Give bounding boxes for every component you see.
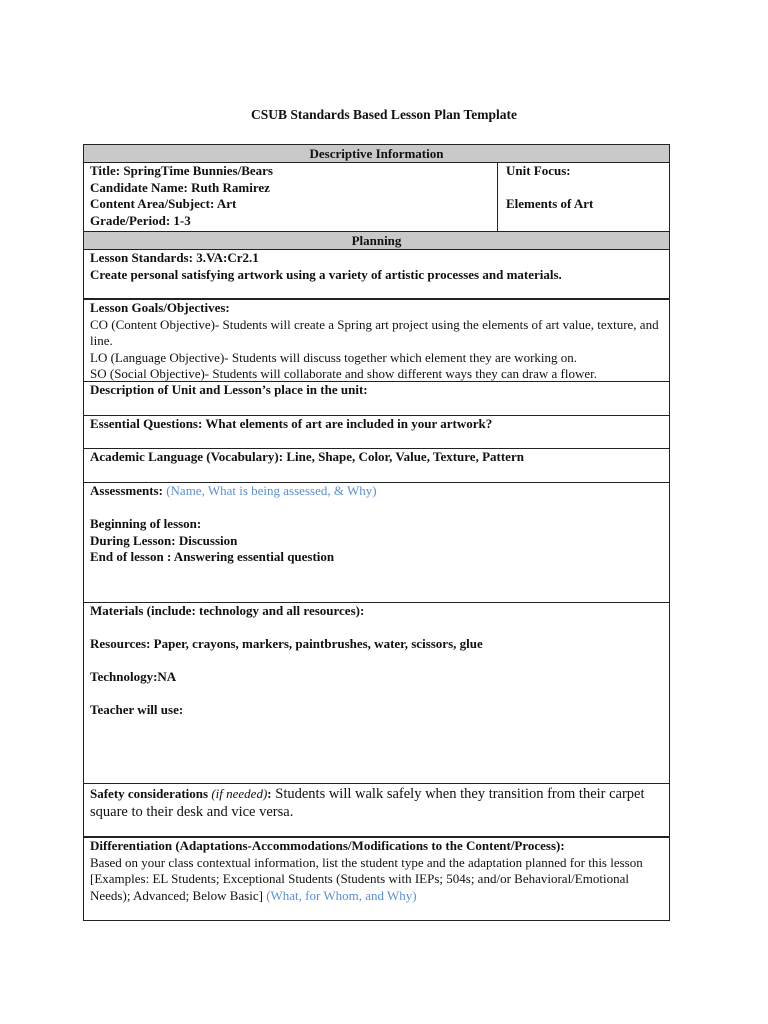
assessments-label: Assessments: bbox=[90, 483, 163, 498]
lesson-plan-form bbox=[83, 144, 670, 921]
descriptive-information-section bbox=[84, 163, 669, 232]
descriptive-information-header: Descriptive Information bbox=[84, 145, 669, 163]
content-objective: CO (Content Objective)- Students will create a Spring art project using the elements of art value, texture, and line. bbox=[90, 316, 659, 348]
assessments-section bbox=[84, 483, 669, 603]
safety-body: Students will walk safely when they transition from their carpet square to their desk and vice versa. bbox=[90, 786, 645, 820]
differentiation-examples: [Examples: EL Students; Exceptional Students (Students with IEPs; 504s; and/or Behavioral/Emotional Needs); Advanced; Below Basic] (What, for Whom, and Why) bbox=[90, 871, 629, 903]
safety-hint: (if needed) bbox=[211, 786, 268, 801]
planning-header: Planning bbox=[84, 232, 669, 250]
safety-section bbox=[84, 784, 669, 838]
content-area: Content Area/Subject: Art bbox=[90, 196, 237, 211]
candidate-name: Candidate Name: Ruth Ramirez bbox=[90, 179, 270, 195]
materials-section bbox=[84, 603, 669, 784]
assessment-during: During Lesson: Discussion bbox=[90, 532, 238, 548]
differentiation-instructions: Based on your class contextual information, list the student type and the adaptation planned for this lesson bbox=[90, 854, 643, 870]
lesson-goals-label: Lesson Goals/Objectives: bbox=[90, 300, 230, 315]
document-title: CSUB Standards Based Lesson Plan Template bbox=[251, 107, 517, 122]
academic-language: Academic Language (Vocabulary): Line, Shape, Color, Value, Texture, Pattern bbox=[90, 449, 524, 464]
language-objective: LO (Language Objective)- Students will discuss together which element they are working on. bbox=[90, 349, 578, 365]
assessment-beginning: Beginning of lesson: bbox=[90, 516, 202, 531]
unit-focus-label: Unit Focus: bbox=[506, 163, 571, 178]
lesson-info bbox=[84, 163, 498, 231]
materials-teacher: Teacher will use: bbox=[90, 702, 184, 717]
unit-focus bbox=[498, 163, 669, 231]
differentiation-section bbox=[84, 838, 669, 920]
safety-text: Safety considerations (if needed): Students will walk safely when they transition from their carpet square to their desk and vice versa. bbox=[90, 786, 645, 820]
social-objective: SO (Social Objective)- Students will collaborate and show different ways they can draw a flower. bbox=[90, 366, 597, 381]
assessments-hint: (Name, What is being assessed, & Why) bbox=[166, 483, 377, 498]
essential-questions-section bbox=[84, 416, 669, 449]
description-section bbox=[84, 382, 669, 416]
materials-resources: Resources: Paper, crayons, markers, paintbrushes, water, scissors, glue bbox=[90, 636, 483, 651]
assessments-heading bbox=[90, 483, 663, 500]
description-label: Description of Unit and Lesson’s place in the unit: bbox=[90, 382, 368, 397]
lesson-title: Title: SpringTime Bunnies/Bears bbox=[90, 163, 273, 178]
lesson-standards-section bbox=[84, 250, 669, 300]
assessment-end: End of lesson : Answering essential question bbox=[90, 549, 335, 564]
differentiation-hint: (What, for Whom, and Why) bbox=[262, 887, 417, 903]
differentiation-label: Differentiation (Adaptations-Accommodations/Modifications to the Content/Process): bbox=[90, 838, 565, 853]
lesson-standards-text: Create personal satisfying artwork using a variety of artistic processes and materials. bbox=[90, 266, 562, 282]
lesson-goals-section bbox=[84, 300, 669, 382]
grade-period: Grade/Period: 1-3 bbox=[90, 212, 191, 228]
unit-focus-value: Elements of Art bbox=[506, 196, 594, 211]
materials-technology: Technology:NA bbox=[90, 669, 177, 684]
lesson-standards-label: Lesson Standards: 3.VA:Cr2.1 bbox=[90, 250, 259, 265]
essential-questions: Essential Questions: What elements of art are included in your artwork? bbox=[90, 416, 493, 431]
materials-label: Materials (include: technology and all resources): bbox=[90, 603, 365, 618]
safety-label: Safety considerations bbox=[90, 786, 209, 801]
academic-language-section bbox=[84, 449, 669, 483]
